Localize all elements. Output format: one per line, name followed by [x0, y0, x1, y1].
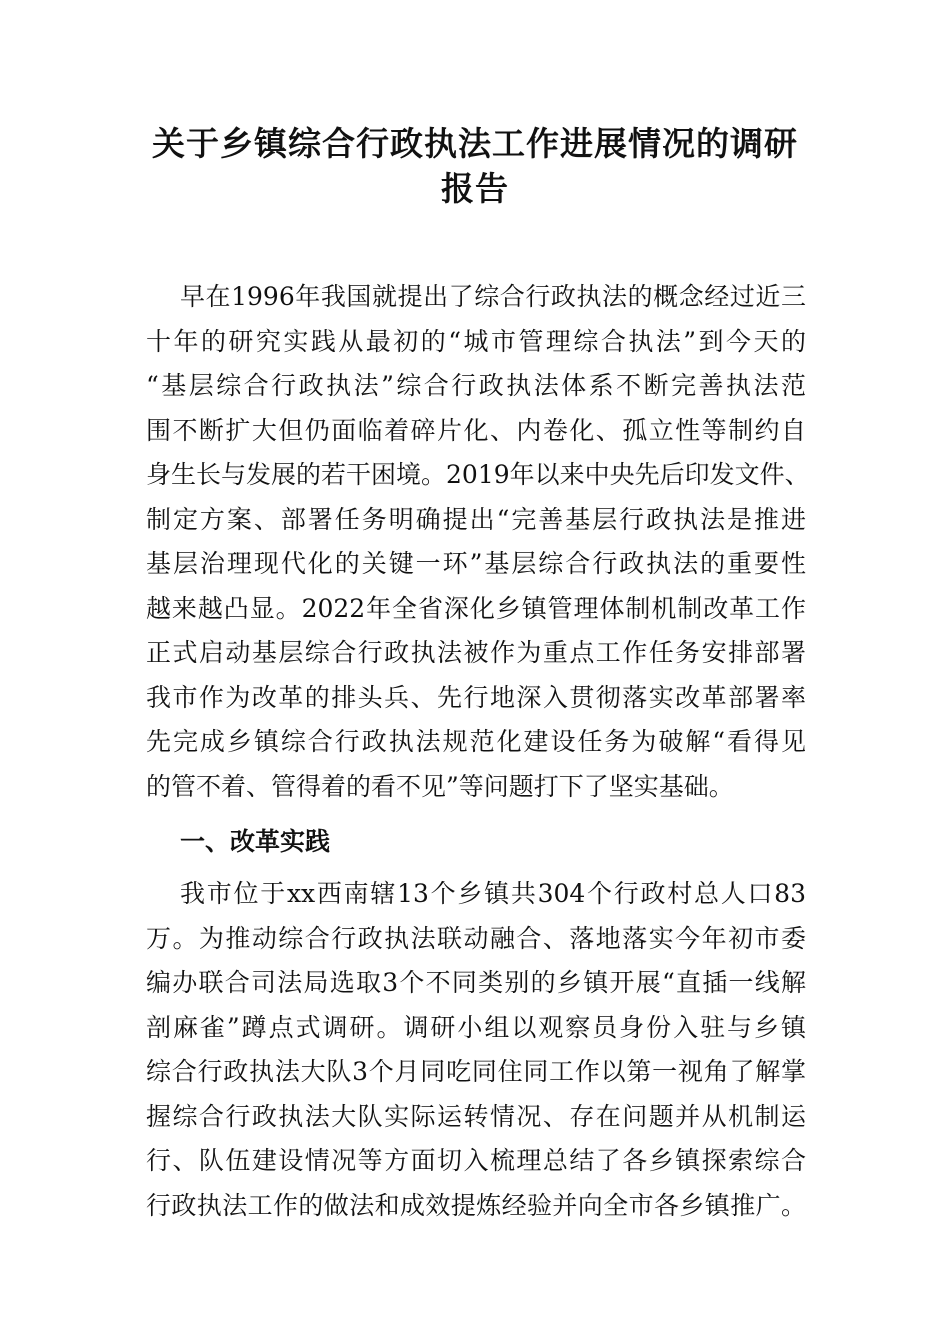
text-line: 编办联合司法局选取3个不同类别的乡镇开展“直插一线解: [146, 968, 806, 997]
text-line: 我市作为改革的排头兵、先行地深入贯彻落实改革部署率: [146, 682, 806, 712]
text-line: 先完成乡镇综合行政执法规范化建设任务为破解“看得见: [146, 727, 806, 756]
text-line: 越来越凸显。2022年全省深化乡镇管理体制机制改革工作: [146, 593, 806, 623]
text-line: 早在1996年我国就提出了综合行政执法的概念经过近三: [180, 282, 806, 311]
text-line: 的管不着、管得着的看不见”等问题打下了坚实基础。: [146, 771, 734, 801]
paragraph-intro: [146, 275, 810, 809]
paragraph-reform-practice: [146, 872, 806, 1228]
text-line: 万。为推动综合行政执法联动融合、落地落实今年初市委: [146, 923, 806, 953]
text-line: 十年的研究实践从最初的“城市管理综合执法”到今天的: [146, 326, 806, 356]
text-line: 身生长与发展的若干困境。2019年以来中央先后印发文件、: [146, 460, 810, 489]
text-line: 行政执法工作的做法和成效提炼经验并向全市各乡镇推广。: [146, 1190, 806, 1220]
text-line: 综合行政执法大队3个月同吃同住同工作以第一视角了解掌: [146, 1057, 806, 1086]
text-line: 握综合行政执法大队实际运转情况、存在问题并从机制运: [146, 1101, 806, 1131]
section-heading: 一、改革实践: [180, 827, 331, 856]
text-line: 基层治理现代化的关键一环”基层综合行政执法的重要性: [146, 549, 806, 578]
text-line: 行、队伍建设情况等方面切入梳理总结了各乡镇探索综合: [146, 1146, 806, 1175]
document-title-line-2: 报告: [441, 169, 509, 208]
text-line: 剖麻雀”蹲点式调研。调研小组以观察员身份入驻与乡镇: [146, 1012, 806, 1042]
text-line: 我市位于xx西南辖13个乡镇共304个行政村总人口83: [180, 879, 806, 908]
text-line: 正式启动基层综合行政执法被作为重点工作任务安排部署: [146, 638, 806, 667]
document-title-line-1: 关于乡镇综合行政执法工作进展情况的调研: [152, 124, 798, 163]
text-line: “基层综合行政执法”综合行政执法体系不断完善执法范: [146, 371, 806, 400]
text-line: 制定方案、部署任务明确提出“完善基层行政执法是推进: [146, 504, 806, 534]
text-line: 围不断扩大但仍面临着碎片化、内卷化、孤立性等制约自: [146, 415, 806, 445]
